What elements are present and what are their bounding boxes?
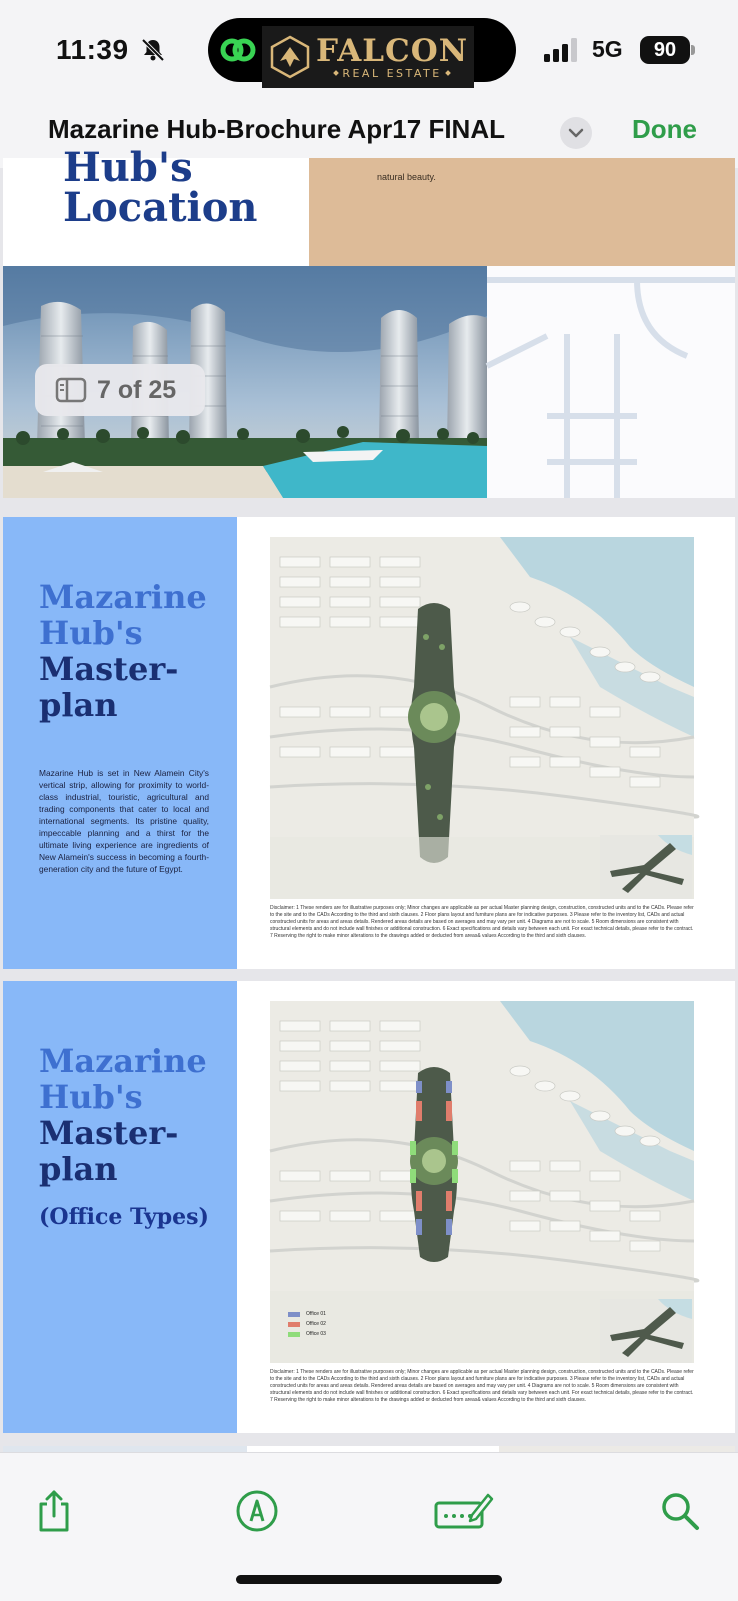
location-tan-panel (309, 158, 735, 266)
location-tan-text: natural beauty. (377, 172, 436, 182)
battery-indicator (640, 36, 690, 64)
masterplan-key-map (600, 835, 692, 899)
location-heading: Hub's Location (63, 144, 258, 231)
legend-item (288, 1321, 326, 1327)
title-menu-button[interactable] (560, 117, 592, 149)
markup-icon (235, 1489, 279, 1533)
legend-label-office-02: Office 02 (306, 1321, 326, 1327)
masterplan-description: Mazarine Hub is set in New Alamein City's vertical strip, allowing for proximity to world-class industrial, touristic, agricultural and trading components that cater to local and international segments. Its pristine quality, impeccable planning and a thirst for the ultimate living experience are ingredients of New Alamein's success in becoming a fourth-generation city and the future of Egypt. (39, 768, 209, 874)
battery-tip (691, 45, 695, 55)
markup-button[interactable] (233, 1487, 281, 1535)
office-types-subtitle: (Office Types) (39, 1204, 209, 1230)
masterplan-disclaimer: Disclaimer: 1 These renders are for illustrative purposes only; Minor changes are applicable as per actual Master planning design, construction, constructed units and to the CADs. Please refer to the site and to the CADs According to the third and sixth clauses. 2 Floor plans layout and furniture plans are for indicative purposes. 3 Please refer to the inventory list, CADs and actual constructed units for areas and areas details. Rendered areas details are based on averages and may vary per unit. 4 Diagrams are not to scale. 5 Room dimensions are consistent with structural elements and do not include wall finishes or additional construction. 6 Exact specifications and details vary between each unit. For exact technical details, please refer to the contract. 7 Reserving the right to make minor alterations to the drawings added or deducted from areas& values According to the third and sixth clauses. (270, 905, 694, 939)
page-count-text: 7 of 25 (97, 375, 177, 404)
office-types-key-map (600, 1299, 692, 1363)
office-types-disclaimer: Disclaimer: 1 These renders are for illustrative purposes only; Minor changes are applicable as per actual Master planning design, construction, constructed units and to the CADs. Please refer to the site and to the CADs According to the third and sixth clauses. 2 Floor plans layout and furniture plans are for indicative purposes. 3 Please refer to the inventory list, CADs and actual constructed units for areas and areas details. Rendered areas details are based on averages and may vary per unit. 4 Diagrams are not to scale. 5 Room dimensions are consistent with structural elements and do not include wall finishes or additional construction. 6 Exact specifications and details vary between each unit. For exact technical details, please refer to the contract. 7 Reserving the right to make minor alterations to the drawings added or deducted from areas& values According to the third and sixth clauses. (270, 1369, 694, 1403)
office-title-line1: Mazarine (39, 1042, 207, 1080)
legend-label-office-03: Office 03 (306, 1331, 326, 1337)
network-type: 5G (592, 36, 623, 62)
signature-button[interactable] (434, 1487, 494, 1535)
office-types-side-panel (3, 981, 237, 1433)
sidebar-icon (55, 377, 87, 403)
bottom-toolbar (0, 1452, 738, 1601)
home-indicator[interactable] (236, 1575, 502, 1584)
falcon-brand-name: FALCON (316, 32, 469, 69)
falcon-emblem-icon (268, 35, 312, 79)
legend-swatch-office-02 (288, 1322, 300, 1327)
pdf-viewer[interactable] (0, 144, 738, 1452)
falcon-brand-tagline: REAL ESTATE (342, 66, 442, 80)
masterplan-title-line3: Master- (39, 650, 179, 688)
falcon-logo-badge (262, 26, 474, 88)
legend-label-office-01: Office 01 (306, 1311, 326, 1317)
office-title-line3: Master- (39, 1114, 179, 1152)
signature-icon (434, 1489, 494, 1533)
link-icon (218, 32, 258, 68)
pdf-page-office-types (3, 981, 735, 1433)
legend-item (288, 1331, 326, 1337)
masterplan-title-line2: Hub's (39, 614, 143, 652)
page-count-indicator[interactable] (35, 364, 205, 416)
search-button[interactable] (656, 1487, 704, 1535)
document-title[interactable]: Mazarine Hub-Brochure Apr17 FINAL (48, 114, 505, 144)
masterplan-title-line4: plan (39, 686, 118, 724)
cellular-signal-icon (544, 38, 582, 62)
legend-swatch-office-03 (288, 1332, 300, 1337)
status-time: 11:39 (56, 34, 129, 65)
decorative-h-graphic (487, 266, 735, 498)
share-button[interactable] (30, 1487, 78, 1535)
status-bar (0, 0, 738, 104)
masterplan-title-line1: Mazarine (39, 578, 207, 616)
legend-swatch-office-01 (288, 1312, 300, 1317)
search-icon (660, 1491, 700, 1531)
share-icon (34, 1488, 74, 1534)
legend-item (288, 1311, 326, 1317)
done-button[interactable]: Done (632, 114, 697, 144)
chevron-down-icon (568, 128, 584, 138)
bell-slash-icon (140, 37, 166, 63)
office-title-line2: Hub's (39, 1078, 143, 1116)
pdf-page-masterplan (3, 517, 735, 969)
pdf-page-location (3, 144, 735, 498)
office-title-line4: plan (39, 1150, 118, 1188)
office-types-legend (288, 1311, 326, 1341)
masterplan-side-panel (3, 517, 237, 969)
battery-level: 90 (653, 38, 677, 61)
